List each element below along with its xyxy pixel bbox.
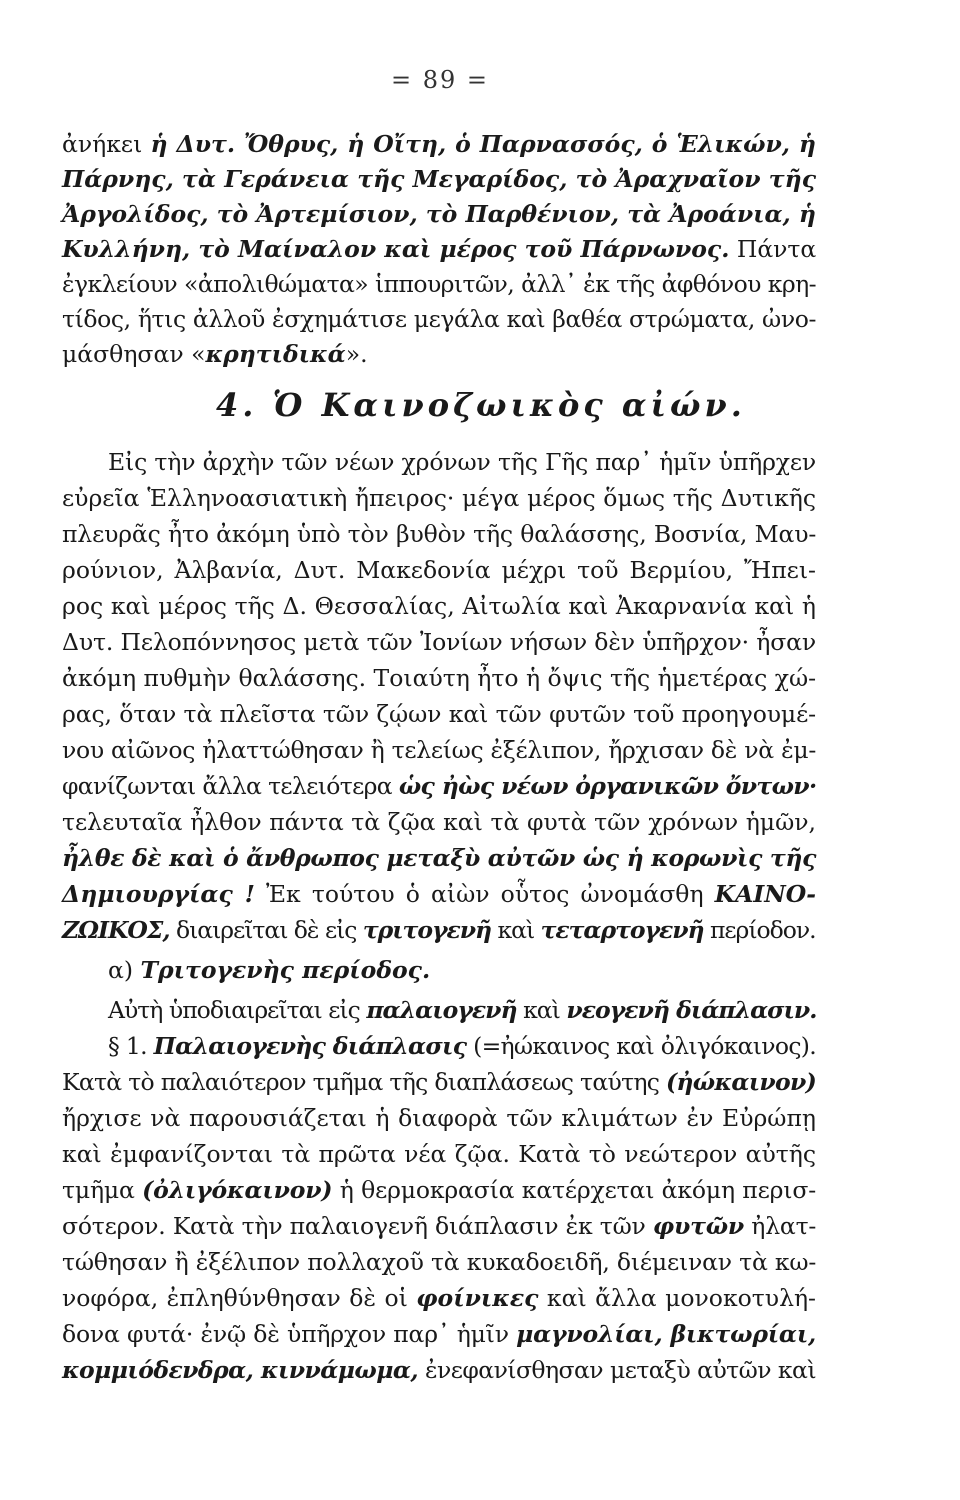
text-run: Κατὰ τὸ παλαιότερον τμῆμα τῆς διαπλάσεως ταύτης — [62, 1068, 667, 1096]
emphasis-run: φοίνικες — [416, 1284, 539, 1312]
text-run: Πάντα — [729, 235, 817, 263]
emphasis-run: τεταρτογενῆ — [540, 916, 704, 944]
text-line: τίδος, ἥτις ἀλλοῦ ἐσχημάτισε μεγάλα καὶ βαθέα στρώματα, ὠνο- — [62, 305, 816, 333]
text-run: μάσθησαν « — [62, 340, 206, 368]
text-run: περίοδον. — [703, 916, 816, 944]
text-line: Εἰς τὴν ἀρχὴν τῶν νέων χρόνων τῆς Γῆς παρ᾽ ἡμῖν ὑπῆρχεν — [108, 448, 817, 476]
text-run: ». — [345, 340, 368, 368]
text-run: καὶ — [491, 916, 541, 944]
text-line — [62, 914, 816, 946]
text-line: ρούνιον, Ἀλβανία, Δυτ. Μακεδονία μέχρι τοῦ Βερμίου, Ἤπει- — [62, 556, 816, 584]
text-run: διαιρεῖται δὲ εἰς — [169, 916, 363, 944]
emphasis-run: ὡς ἠὼς νέων ὀργανικῶν ὄντων· — [398, 772, 817, 800]
text-line: εὐρεῖα Ἑλληνοασιατικὴ ἤπειρος· μέγα μέρος ὅμως τῆς Δυτικῆς — [62, 484, 816, 512]
text-line: Ἀργολίδος, τὸ Ἀρτεμίσιον, τὸ Παρθένιον, τὰ Ἀροάνια, ἡ — [62, 200, 816, 228]
emphasis-run: Παλαιογενὴς διάπλασις — [153, 1032, 467, 1060]
text-line — [62, 770, 816, 802]
text-line: Δυτ. Πελοπόννησος μετὰ τῶν Ἰονίων νήσων δὲν ὑπῆρχον· ἦσαν — [62, 628, 816, 656]
text-line: νου αἰῶνος ἠλαττώθησαν ἢ τελείως ἐξέλιπον, ἤρχισαν δὲ νὰ ἐμ- — [62, 736, 816, 764]
text-run: ἡ θερμοκρασία κατέρχεται ἀκόμη περισ- — [332, 1176, 816, 1204]
text-line — [62, 878, 816, 910]
text-run: Ἐκ τούτου ὁ αἰὼν οὗτος ὠνομάσθη — [254, 880, 715, 908]
emphasis-run: Δημιουργίας ! — [62, 880, 255, 908]
text-line — [62, 233, 816, 265]
text-run: α) — [108, 956, 141, 984]
text-run: (=ἠώκαινος καὶ ὀλιγόκαινος). — [466, 1032, 816, 1060]
text-line — [62, 1318, 816, 1350]
text-line — [108, 1030, 816, 1062]
section-heading: 4. Ὁ Καινοζωικὸς αἰών. — [216, 386, 746, 424]
text-run: ἐνεφανίσθησαν μεταξὺ αὐτῶν καὶ — [418, 1356, 816, 1384]
text-run: Αὐτὴ ὑποδιαιρεῖται εἰς — [108, 996, 367, 1024]
emphasis-run: Τριτογενὴς περίοδος. — [140, 956, 431, 984]
text-line: ρας, ὅταν τὰ πλεῖστα τῶν ζῴων καὶ τῶν φυτῶν τοῦ προηγουμέ- — [62, 700, 816, 728]
emphasis-run: μαγνολίαι, βικτωρίαι, — [516, 1320, 816, 1348]
emphasis-run: κομμιόδενδρα, κιννάμωμα, — [62, 1356, 419, 1384]
text-line — [62, 338, 816, 370]
text-line: ρος καὶ μέρος τῆς Δ. Θεσσαλίας, Αἰτωλία καὶ Ἀκαρνανία καὶ ἡ — [62, 592, 816, 620]
emphasis-run: (ὀλιγόκαινον) — [142, 1176, 333, 1204]
text-run: § 1. — [108, 1032, 154, 1060]
text-line: Πάρνης, τὰ Γεράνεια τῆς Μεγαρίδος, τὸ Ἀραχναῖον τῆς — [62, 165, 816, 193]
text-run: τμῆμα — [62, 1176, 143, 1204]
emphasis-run: (ἠώκαινον) — [666, 1068, 816, 1096]
text-run: ἀνήκει — [62, 130, 151, 158]
emphasis-run: κρητιδικά — [205, 340, 346, 368]
text-line: τελευταῖα ἦλθον πάντα τὰ ζῷα καὶ τὰ φυτὰ τῶν χρόνων ἡμῶν, — [62, 808, 816, 836]
emphasis-run: νεογενῆ διάπλασιν. — [566, 996, 817, 1024]
text-line: ἐγκλείουν «ἀπολιθώματα» ἱππουριτῶν, ἀλλ᾽ ἐκ τῆς ἀφθόνου κρη- — [62, 270, 816, 298]
page-number: = 89 = — [390, 66, 489, 94]
emphasis-run: φυτῶν — [652, 1212, 745, 1240]
text-line — [62, 1210, 816, 1242]
emphasis-run: ΖΩΙΚΟΣ, — [62, 916, 170, 944]
text-line: τώθησαν ἢ ἐξέλιπον πολλαχοῦ τὰ κυκαδοειδῆ, διέμειναν τὰ κω- — [62, 1248, 817, 1276]
text-run: καὶ ἄλλα μονοκοτυλή- — [538, 1284, 816, 1312]
emphasis-run: παλαιογενῆ — [366, 996, 517, 1024]
emphasis-run: Κυλλήνη, τὸ Μαίναλον καὶ μέρος τοῦ Πάρνωνος. — [62, 235, 730, 263]
text-line: ἤρχισε νὰ παρουσιάζεται ἡ διαφορὰ τῶν κλιμάτων ἐν Εὐρώπῃ — [62, 1104, 816, 1132]
emphasis-run: ἡ Δυτ. Ὄθρυς, ἡ Οἴτη, ὁ Παρνασσός, ὁ Ἑλικών, ἡ — [150, 130, 816, 158]
text-line — [108, 994, 816, 1026]
text-line: ἦλθε δὲ καὶ ὁ ἄνθρωπος μεταξὺ αὐτῶν ὡς ἡ κορωνὶς τῆς — [62, 844, 817, 872]
text-run: ἠλατ- — [744, 1212, 817, 1240]
text-line — [62, 1066, 816, 1098]
text-run: δονα φυτά· ἐνῷ δὲ ὑπῆρχον παρ᾽ ἡμῖν — [62, 1320, 517, 1348]
text-run: καὶ — [516, 996, 567, 1024]
text-run: σότερον. Κατὰ τὴν παλαιογενῆ διάπλασιν ἐκ τῶν — [62, 1212, 653, 1240]
text-line: πλευρᾶς ἦτο ἀκόμη ὑπὸ τὸν βυθὸν τῆς θαλάσσης, Βοσνία, Μαυ- — [62, 520, 817, 548]
emphasis-run: τριτογενῆ — [362, 916, 492, 944]
text-line: καὶ ἐμφανίζονται τὰ πρῶτα νέα ζῷα. Κατὰ τὸ νεώτερον αὐτῆς — [62, 1140, 816, 1168]
text-line — [62, 1174, 816, 1206]
subsection-heading — [108, 954, 816, 986]
text-line — [62, 1354, 816, 1386]
text-run: φανίζωνται ἄλλα τελειότερα — [62, 772, 399, 800]
text-line — [62, 128, 816, 160]
text-line: ἀκόμη πυθμὴν θαλάσσης. Τοιαύτη ἦτο ἡ ὄψις τῆς ἡμετέρας χώ- — [62, 664, 817, 692]
text-run: νοφόρα, ἐπληθύνθησαν δὲ οἱ — [62, 1284, 417, 1312]
emphasis-run: ΚΑΙΝΟ- — [714, 880, 816, 908]
text-line — [62, 1282, 816, 1314]
